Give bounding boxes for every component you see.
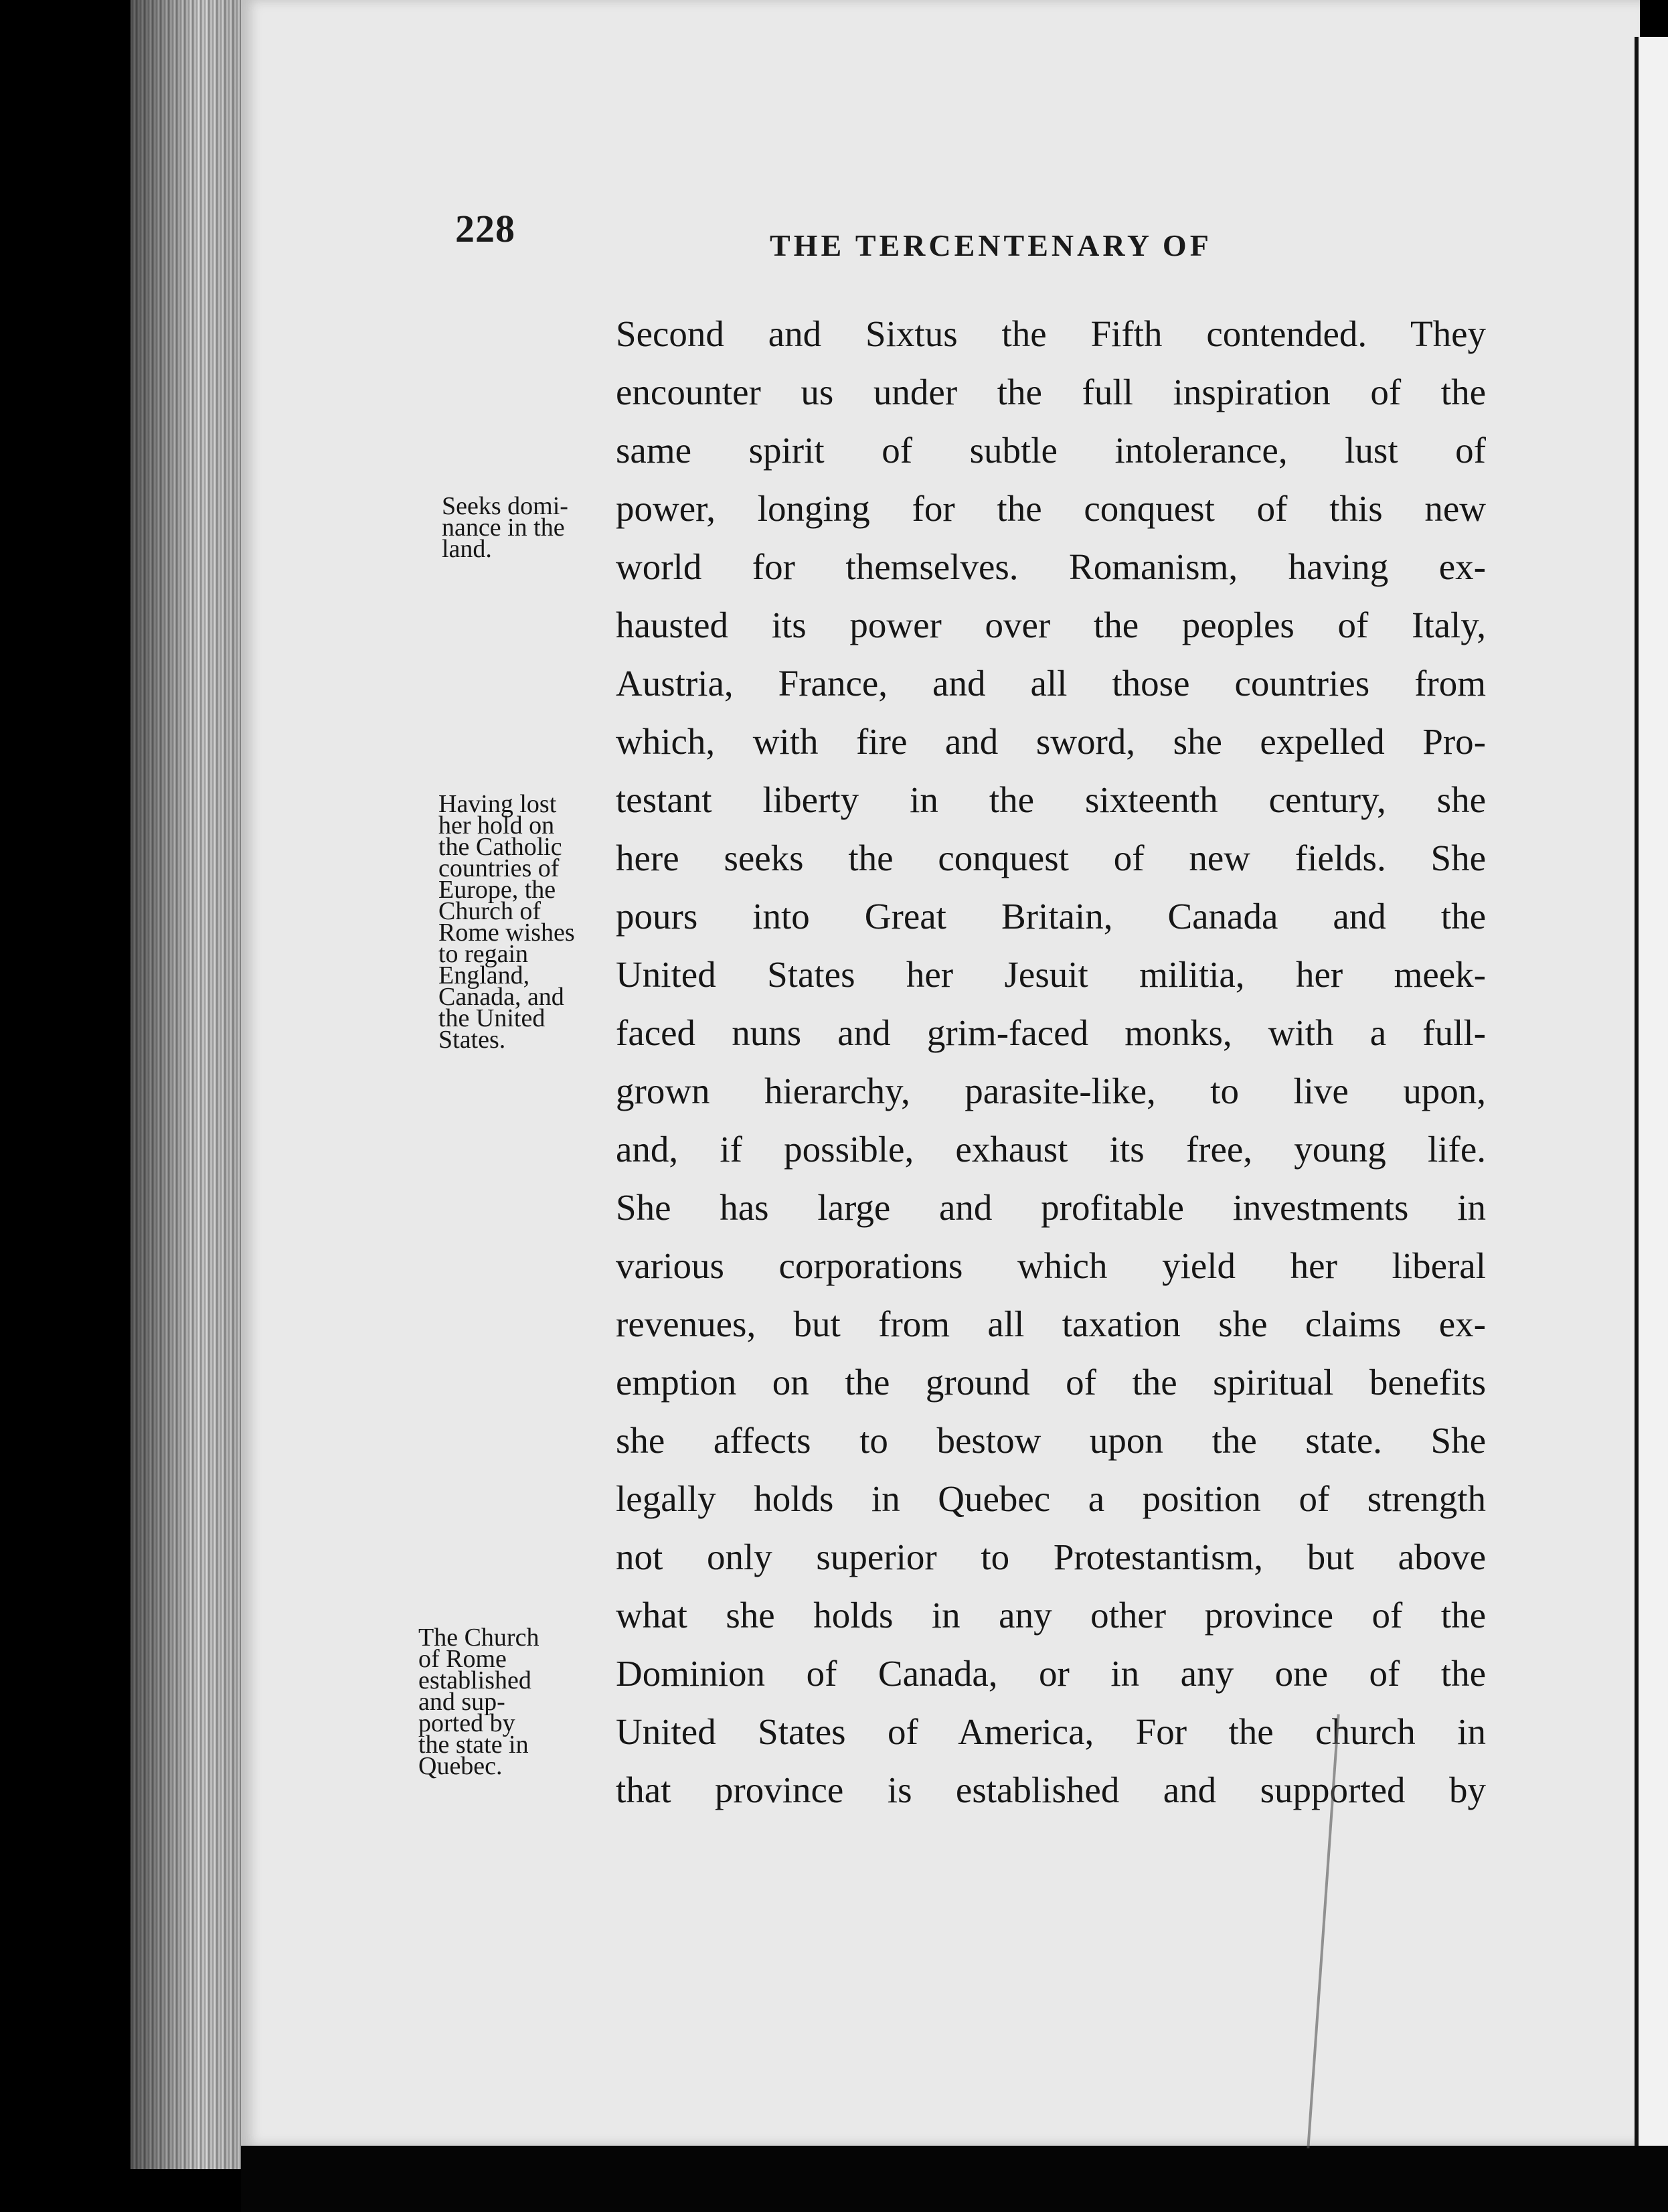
marginal-note-line: the state in — [418, 1731, 529, 1759]
marginal-note-line: nance in the — [442, 514, 565, 542]
marginal-note-line: her hold on — [438, 811, 555, 840]
marginal-note-line: States. — [438, 1026, 506, 1054]
text-line: same spirit of subtle intolerance, lust of — [616, 430, 1486, 471]
marginal-note-line: Quebec. — [418, 1752, 503, 1780]
text-line: here seeks the conquest of new fields. She — [616, 838, 1486, 878]
page-number: 228 — [455, 207, 515, 250]
marginal-note-line: established — [418, 1666, 531, 1694]
marginal-note-line: the United — [438, 1004, 546, 1032]
text-line: world for themselves. Romanism, having ex- — [616, 546, 1486, 587]
text-line: She has large and profitable investments in — [616, 1187, 1486, 1228]
text-line: Austria, France, and all those countries from — [616, 663, 1486, 704]
marginal-note-line: The Church — [418, 1624, 539, 1652]
text-line: testant liberty in the sixteenth century, she — [616, 779, 1486, 820]
text-line: she affects to bestow upon the state. She — [616, 1420, 1486, 1461]
text-line: emption on the ground of the spiritual benefits — [616, 1362, 1486, 1403]
text-line: United States her Jesuit militia, her meek- — [616, 954, 1486, 995]
marginal-note-line: countries of — [438, 854, 560, 882]
facing-page-edge — [1635, 37, 1668, 2166]
text-line: power, longing for the conquest of this new — [616, 488, 1486, 529]
marginal-note-line: Seeks domi- — [442, 492, 568, 520]
text-line: Second and Sixtus the Fifth contended. They — [616, 313, 1486, 354]
marginal-note-line: Europe, the — [438, 876, 556, 904]
marginal-note-line: Having lost — [438, 790, 557, 818]
text-line: pours into Great Britain, Canada and the — [616, 896, 1486, 937]
text-line: grown hierarchy, parasite-like, to live upon, — [616, 1071, 1486, 1111]
marginal-note-line: land. — [442, 535, 492, 563]
text-line: which, with fire and sword, she expelled Pro- — [616, 721, 1486, 762]
running-head: THE TERCENTENARY OF — [770, 228, 1212, 262]
marginal-note-line: Church of — [438, 897, 541, 925]
text-line: hausted its power over the peoples of Italy, — [616, 605, 1486, 645]
marginal-note — [442, 492, 568, 563]
marginal-note — [418, 1624, 539, 1780]
marginal-note-line: Rome wishes — [438, 919, 575, 947]
page-edges-shadow — [131, 0, 248, 2169]
text-line: what she holds in any other province of the — [616, 1595, 1486, 1636]
text-line: various corporations which yield her liberal — [616, 1245, 1486, 1286]
text-line: legally holds in Quebec a position of strength — [616, 1478, 1486, 1519]
text-line: United States of America, For the church in — [616, 1711, 1486, 1752]
text-line: encounter us under the full inspiration of the — [616, 372, 1486, 412]
text-line: Dominion of Canada, or in any one of the — [616, 1653, 1486, 1694]
marginal-note-line: England, — [438, 961, 530, 990]
marginal-note-line: ported by — [418, 1709, 515, 1737]
text-line: and, if possible, exhaust its free, young life. — [616, 1129, 1486, 1170]
marginal-note-line: the Catholic — [438, 833, 562, 861]
marginal-note-line: and sup- — [418, 1688, 505, 1716]
text-line: that province is established and supported by — [616, 1769, 1486, 1810]
marginal-note-line: of Rome — [418, 1645, 507, 1673]
text-line: faced nuns and grim-faced monks, with a full- — [616, 1012, 1486, 1053]
text-line: not only superior to Protestantism, but above — [616, 1536, 1486, 1577]
marginal-note-line: Canada, and — [438, 983, 564, 1011]
marginal-note-line: to regain — [438, 940, 529, 968]
body-text — [616, 305, 1486, 1819]
page-bottom-shadow — [241, 2146, 1668, 2212]
text-line: revenues, but from all taxation she claims ex- — [616, 1304, 1486, 1344]
marginal-note — [438, 790, 575, 1054]
